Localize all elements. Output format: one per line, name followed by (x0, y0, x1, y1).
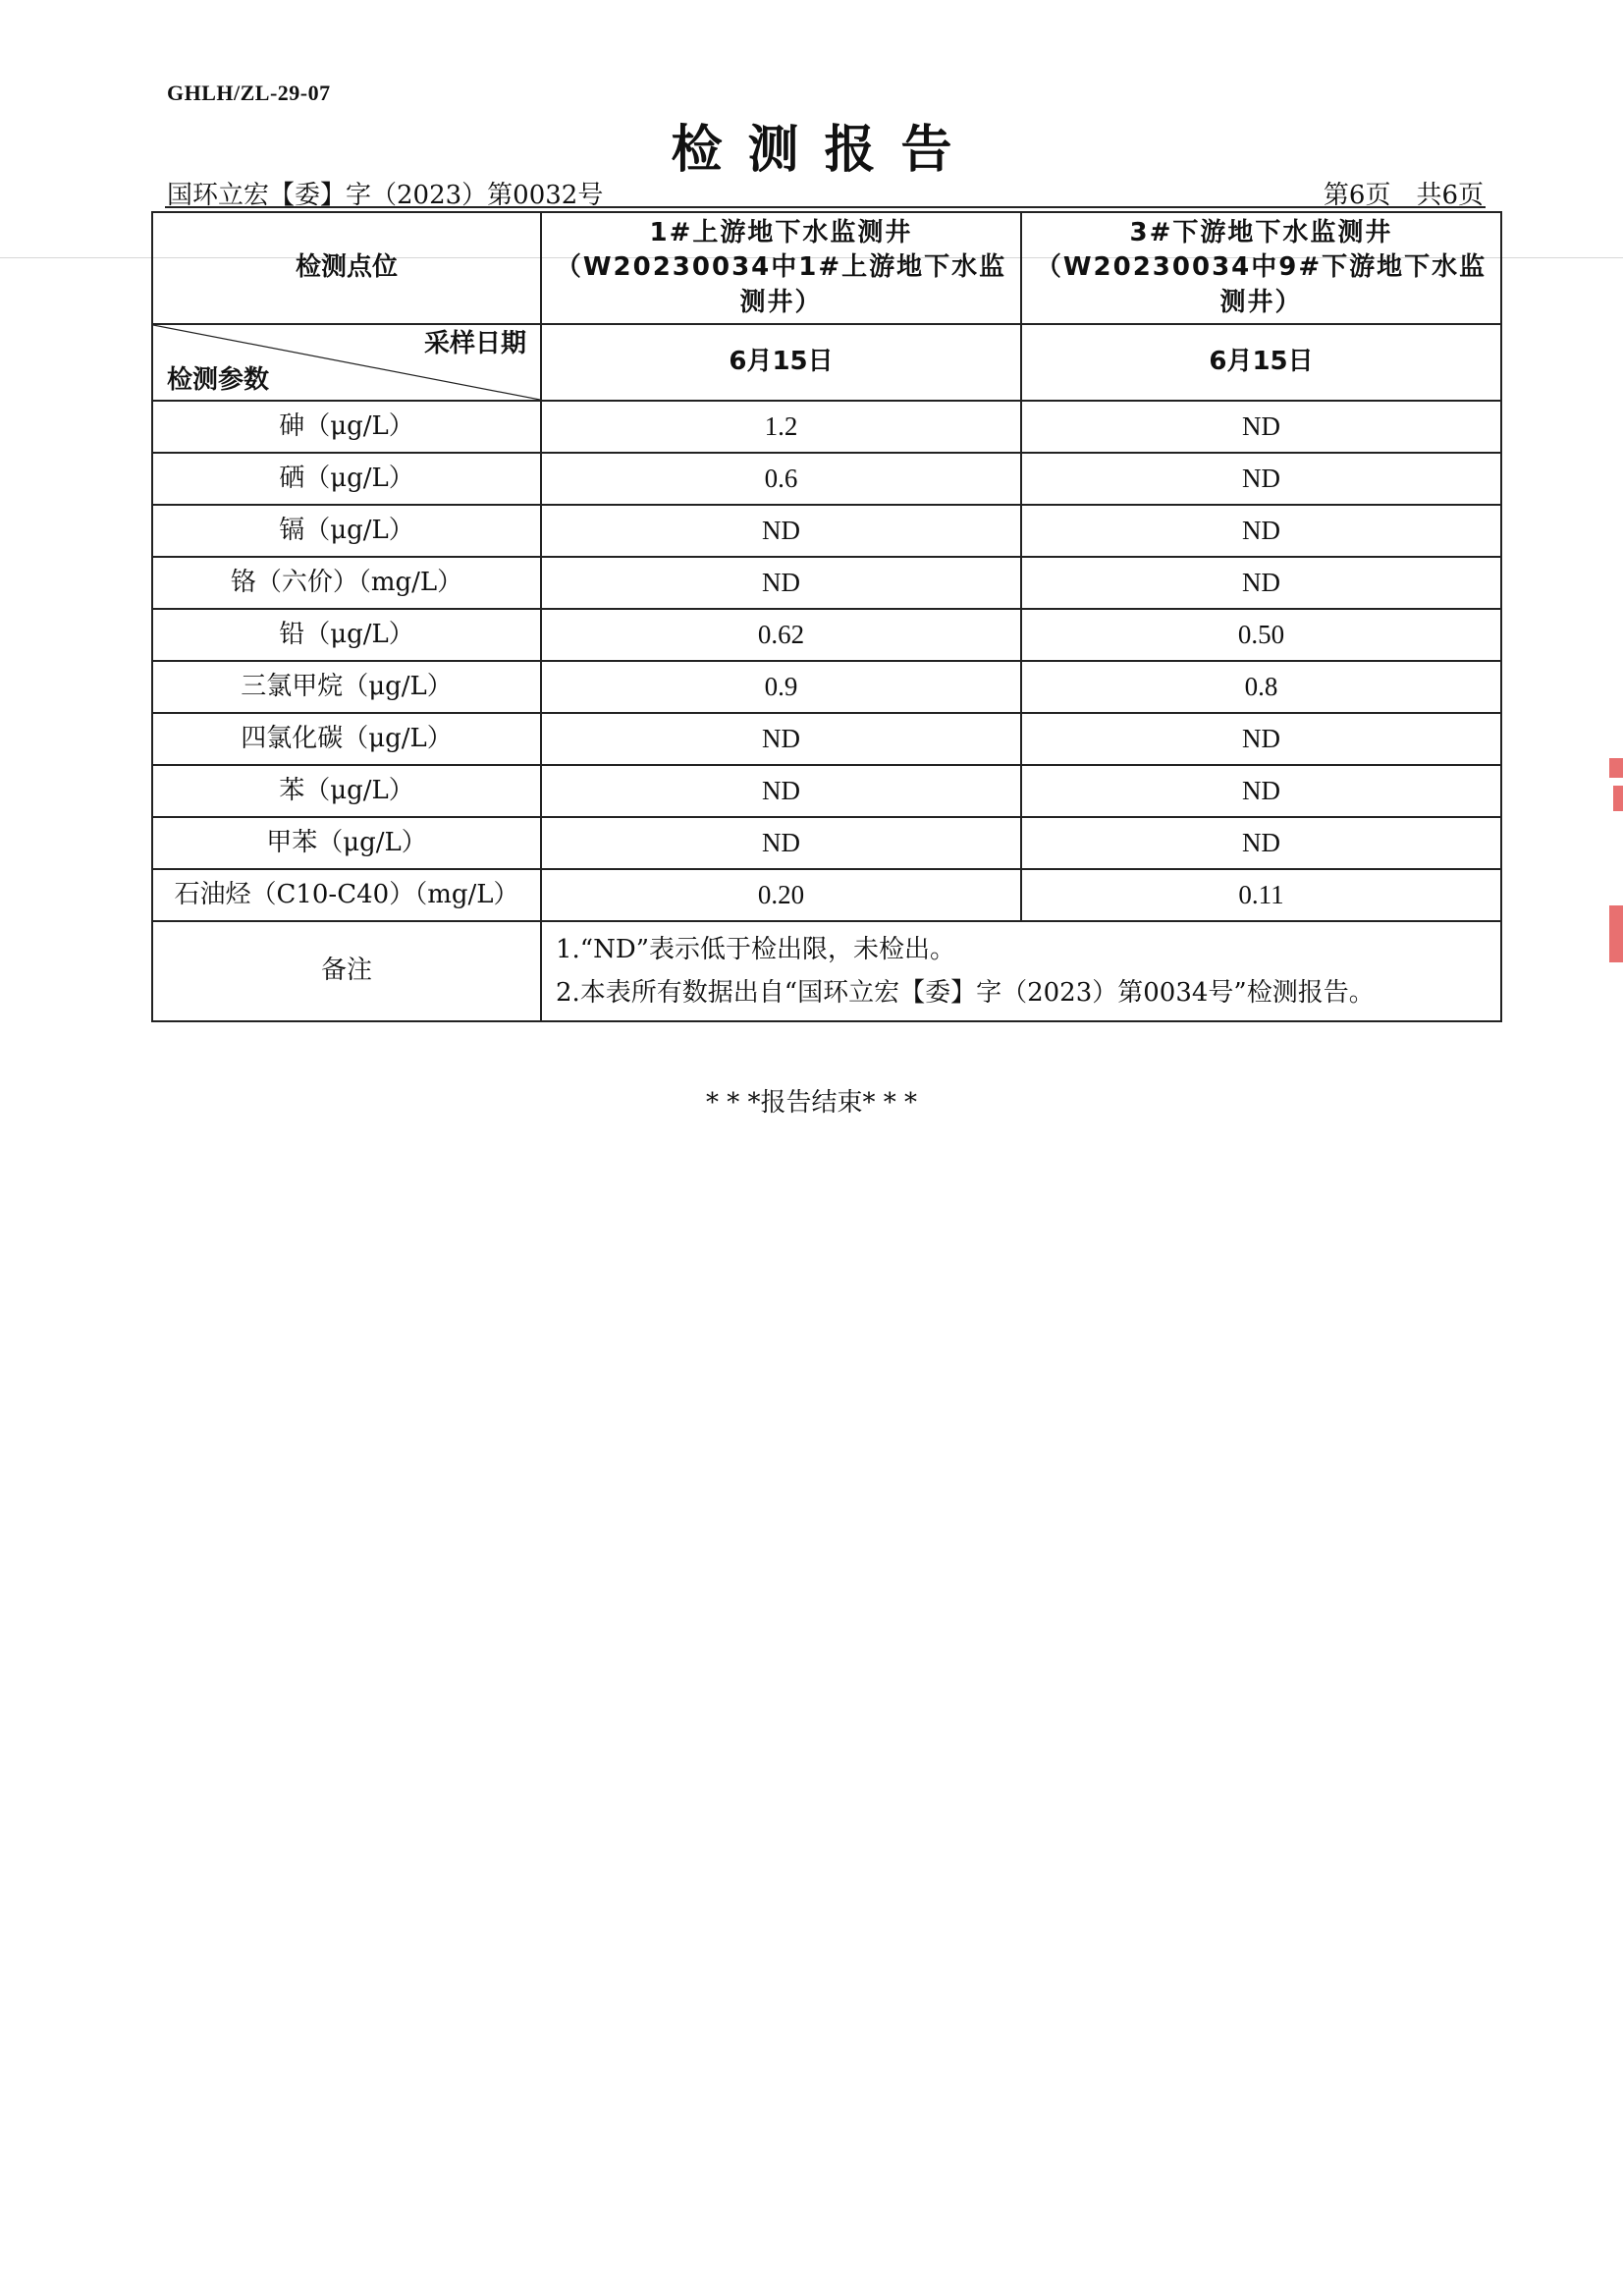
document-code: GHLH/ZL-29-07 (167, 81, 331, 105)
value-cell: ND (1021, 557, 1501, 609)
param-cell: 铅（μg/L） (152, 609, 541, 661)
value-cell: 0.6 (541, 453, 1021, 505)
value-cell: 0.8 (1021, 661, 1501, 713)
notes-label: 备注 (152, 921, 541, 1021)
report-title: 检测报告 (671, 121, 978, 180)
value-cell: ND (1021, 453, 1501, 505)
value-cell: ND (541, 505, 1021, 557)
seal-stamp-fragment (1613, 786, 1623, 811)
value-cell: ND (1021, 817, 1501, 869)
param-cell: 三氯甲烷（μg/L） (152, 661, 541, 713)
table-row (152, 557, 1501, 609)
value-cell: ND (541, 765, 1021, 817)
point-label: 检测点位 (152, 212, 541, 324)
sampling-date-label: 采样日期 (423, 329, 526, 358)
param-cell: 砷（μg/L） (152, 401, 541, 453)
value-cell: ND (1021, 713, 1501, 765)
results-table (151, 211, 1502, 1022)
value-cell: 0.20 (541, 869, 1021, 921)
value-cell: ND (1021, 401, 1501, 453)
param-cell: 石油烃（C10-C40）（mg/L） (152, 869, 541, 921)
value-cell: 1.2 (541, 401, 1021, 453)
notes-cell (541, 921, 1501, 1021)
value-cell: 0.62 (541, 609, 1021, 661)
value-cell: ND (1021, 505, 1501, 557)
page-info: 第6页 共6页 (1323, 181, 1484, 210)
param-cell: 甲苯（μg/L） (152, 817, 541, 869)
parameter-label: 检测参数 (167, 364, 270, 395)
param-cell: 四氯化碳（μg/L） (152, 713, 541, 765)
date-header-row (152, 324, 1501, 401)
table-row (152, 401, 1501, 453)
date-column-2: 6月15日 (1021, 324, 1501, 401)
param-cell: 铬（六价）（mg/L） (152, 557, 541, 609)
note-line-1: 1.“ND”表示低于检出限，未检出。 (556, 934, 955, 964)
value-cell: 0.50 (1021, 609, 1501, 661)
table-row (152, 609, 1501, 661)
notes-row (152, 921, 1501, 1021)
param-cell: 镉（μg/L） (152, 505, 541, 557)
value-cell: ND (1021, 765, 1501, 817)
seal-stamp-fragment (1609, 758, 1623, 778)
point-column-2: 3#下游地下水监测井（W20230034中9#下游地下水监测井） (1021, 212, 1501, 324)
param-cell: 苯（μg/L） (152, 765, 541, 817)
value-cell: 0.9 (541, 661, 1021, 713)
table-row (152, 765, 1501, 817)
table-row (152, 869, 1501, 921)
table-row (152, 661, 1501, 713)
seal-stamp-fragment (1609, 905, 1623, 962)
report-end-mark: * * *报告结束* * * (705, 1088, 918, 1118)
table-row (152, 505, 1501, 557)
report-number: 国环立宏【委】字（2023）第0032号 (167, 181, 604, 210)
param-cell: 硒（μg/L） (152, 453, 541, 505)
table-row (152, 453, 1501, 505)
value-cell: ND (541, 817, 1021, 869)
note-line-2: 2.本表所有数据出自“国环立宏【委】字（2023）第0034号”检测报告。 (556, 978, 1375, 1008)
value-cell: ND (541, 557, 1021, 609)
table-row (152, 817, 1501, 869)
value-cell: ND (541, 713, 1021, 765)
date-column-1: 6月15日 (541, 324, 1021, 401)
diagonal-header-cell (152, 324, 541, 401)
point-column-1: 1#上游地下水监测井（W20230034中1#上游地下水监测井） (541, 212, 1021, 324)
value-cell: 0.11 (1021, 869, 1501, 921)
table-row (152, 713, 1501, 765)
header-rule (165, 206, 1486, 208)
point-header-row (152, 212, 1501, 324)
